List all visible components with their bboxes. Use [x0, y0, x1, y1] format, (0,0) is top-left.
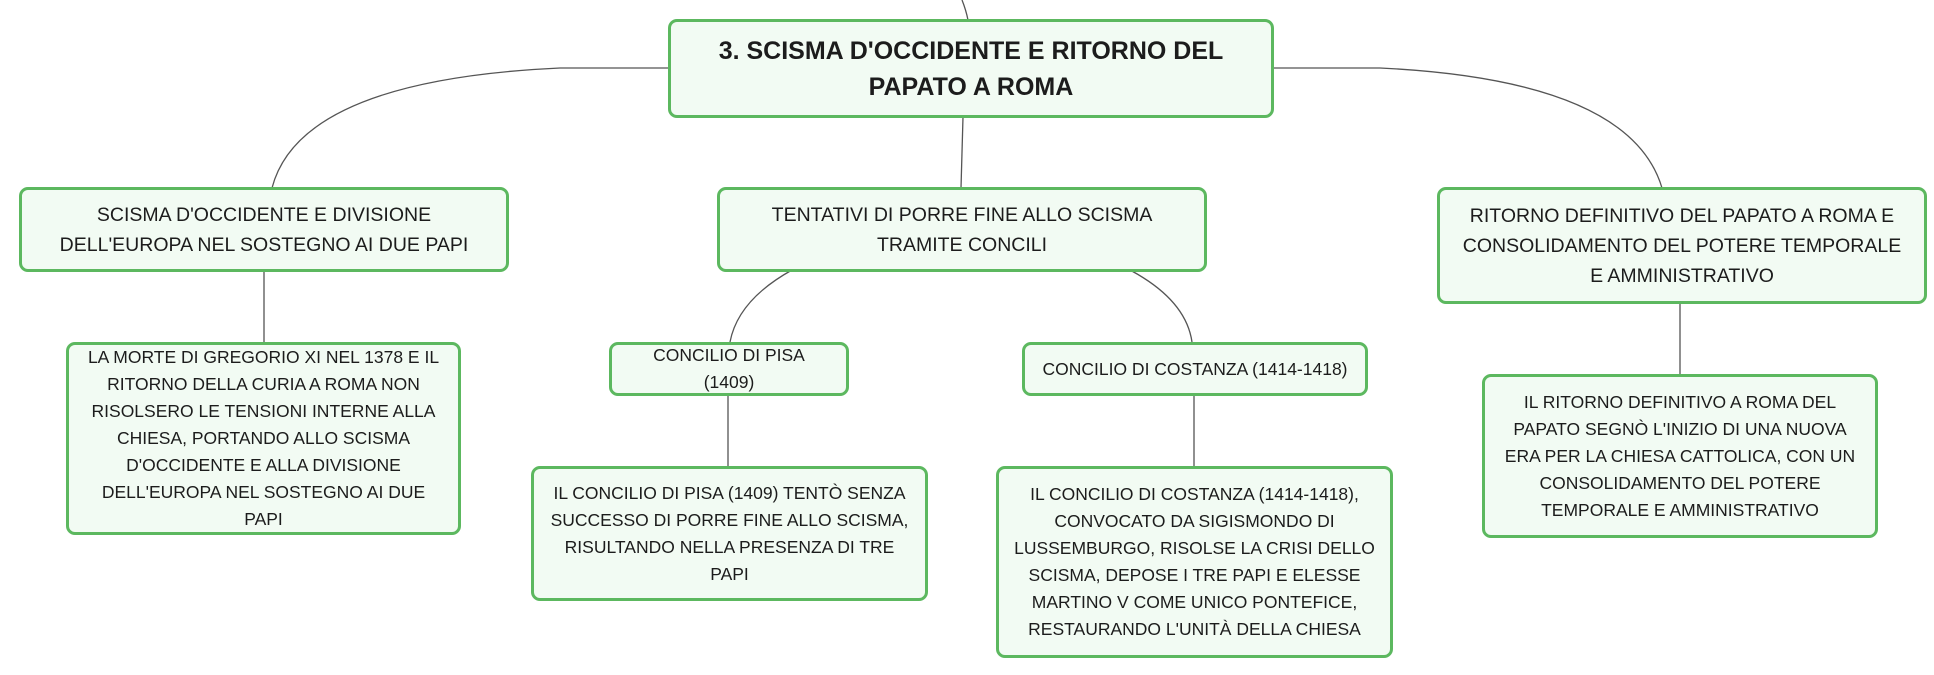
topic-council-costanza[interactable]	[1022, 342, 1368, 396]
topic-return-papacy-rome[interactable]	[1437, 187, 1927, 304]
connector-root-to-right	[1274, 68, 1662, 188]
topic-schism-europe-division[interactable]	[19, 187, 509, 272]
topic-label: SCISMA D'OCCIDENTE E DIVISIONE DELL'EUROPA NEL SOSTEGNO AI DUE PAPI	[59, 203, 469, 256]
detail-council-pisa[interactable]	[531, 466, 928, 601]
topic-label: CONCILIO DI COSTANZA (1414-1418)	[1042, 358, 1348, 379]
topic-label: TENTATIVI DI PORRE FINE ALLO SCISMA TRAMITE CONCILI	[771, 203, 1153, 256]
connector-parent-to-root	[962, 0, 968, 20]
detail-return-papacy-rome[interactable]	[1482, 374, 1878, 538]
detail-text: IL CONCILIO DI PISA (1409) TENTÒ SENZA SUCCESSO DI PORRE FINE ALLO SCISMA, RISULTANDO NELLA PRESENZA DI TRE PAPI	[550, 482, 909, 584]
topic-label: RITORNO DEFINITIVO DEL PAPATO A ROMA E CONSOLIDAMENTO DEL POTERE TEMPORALE E AMMINISTRATIVO	[1462, 204, 1902, 287]
connector-root-to-left	[272, 68, 668, 188]
root-topic-label: 3. SCISMA D'OCCIDENTE E RITORNO DEL PAPATO A ROMA	[718, 36, 1224, 101]
topic-council-pisa[interactable]	[609, 342, 849, 396]
topic-councils-attempts[interactable]	[717, 187, 1207, 272]
connector-center-to-pisa	[730, 270, 792, 342]
topic-label: CONCILIO DI PISA (1409)	[653, 345, 805, 392]
detail-schism-europe-division[interactable]	[66, 342, 461, 535]
detail-text: LA MORTE DI GREGORIO XI NEL 1378 E IL RITORNO DELLA CURIA A ROMA NON RISOLSERO LE TENSIONI INTERNE ALLA CHIESA, PORTANDO ALLO SCISMA D'OCCIDENTE E ALLA DIVISIONE DELL'EUROPA NEL SOSTEGNO AI DUE PAPI	[87, 347, 440, 529]
detail-council-costanza[interactable]	[996, 466, 1393, 658]
detail-text: IL RITORNO DEFINITIVO A ROMA DEL PAPATO SEGNÒ L'INIZIO DI UNA NUOVA ERA PER LA CHIESA CATTOLICA, CON UN CONSOLIDAMENTO DEL POTERE TEMPORALE E AMMINISTRATIVO	[1504, 391, 1856, 520]
connector-center-to-costanza	[1130, 270, 1192, 342]
connector-root-to-center	[961, 117, 963, 188]
root-topic[interactable]	[668, 19, 1274, 118]
detail-text: IL CONCILIO DI COSTANZA (1414-1418), CONVOCATO DA SIGISMONDO DI LUSSEMBURGO, RISOLSE LA CRISI DELLO SCISMA, DEPOSE I TRE PAPI E ELESSE MARTINO V COME UNICO PONTEFICE, RESTAURANDO L'UNITÀ DELLA CHIESA	[1014, 484, 1375, 639]
